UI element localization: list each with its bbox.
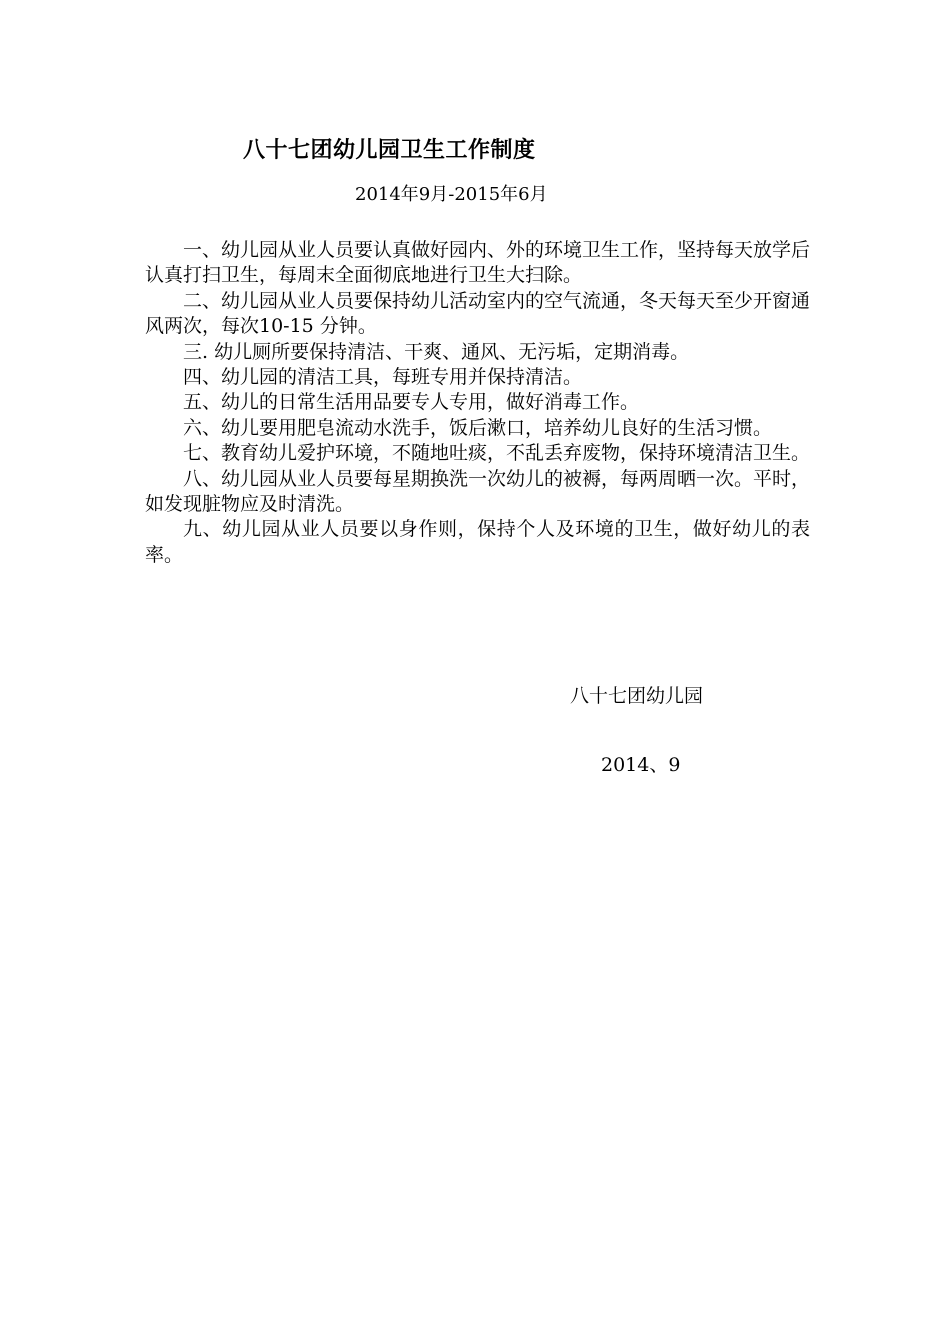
regulation-item-5: 五、幼儿的日常生活用品要专人专用，做好消毒工作。 — [183, 391, 640, 414]
document-title: 八十七团幼儿园卫生工作制度 — [243, 138, 536, 163]
date-range: 2014年9月-2015年6月 — [355, 184, 548, 205]
regulation-item-8: 八、幼儿园从业人员要每星期换洗一次幼儿的被褥，每两周晒一次。平时，如发现脏物应及时清洗。 — [145, 467, 811, 516]
regulation-item-1: 一、幼儿园从业人员要认真做好园内、外的环境卫生工作，坚持每天放学后认真打扫卫生，每周末全面彻底地进行卫生大扫除。 — [145, 239, 811, 287]
signature-date: 2014、9 — [601, 754, 681, 776]
regulation-item-3: 三. 幼儿厕所要保持清洁、干爽、通风、无污垢，定期消毒。 — [183, 340, 690, 363]
regulation-item-2: 二、幼儿园从业人员要保持幼儿活动室内的空气流通，冬天每天至少开窗通风两次，每次10-15 分钟。 — [145, 289, 811, 338]
regulation-item-4: 四、幼儿园的清洁工具，每班专用并保持清洁。 — [183, 366, 583, 389]
regulation-body — [145, 238, 810, 568]
regulation-item-7: 七、教育幼儿爱护环境，不随地吐痰，不乱丢弃废物，保持环境清洁卫生。 — [183, 442, 811, 465]
signature-organization: 八十七团幼儿园 — [570, 685, 704, 707]
regulation-item-9: 九、幼儿园从业人员要以身作则，保持个人及环境的卫生，做好幼儿的表率。 — [145, 518, 810, 566]
regulation-item-6: 六、幼儿要用肥皂流动水洗手，饭后漱口，培养幼儿良好的生活习惯。 — [183, 416, 773, 439]
